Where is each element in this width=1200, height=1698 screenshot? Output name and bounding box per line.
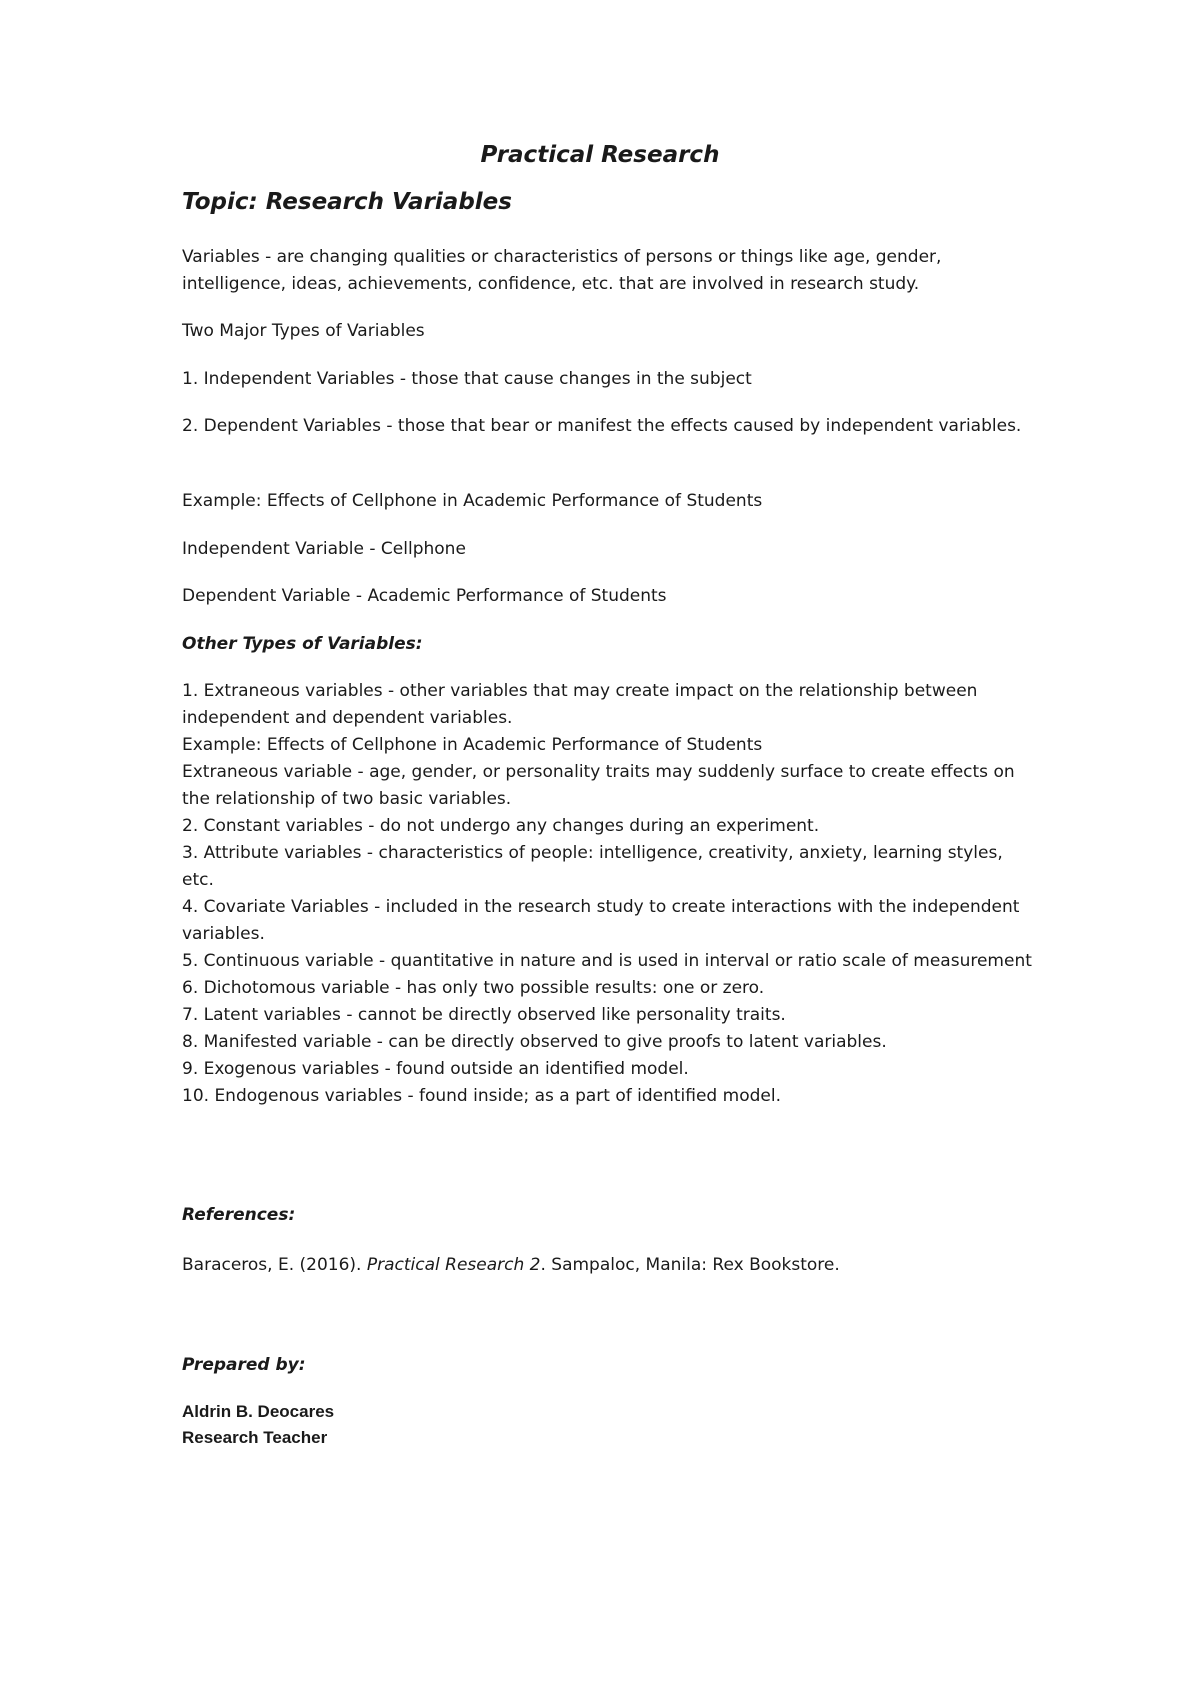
definition-paragraph: Variables - are changing qualities or characteristics of persons or things like age, gender, intelligence, ideas, achievements, confidence, etc. that are involved in research study. xyxy=(182,247,942,294)
reference-entry xyxy=(182,1252,1032,1279)
example-dependent: Dependent Variable - Academic Performance of Students xyxy=(182,586,667,606)
prepared-by-heading: Prepared by: xyxy=(182,1355,306,1375)
reference-publisher: . Sampaloc, Manila: Rex Bookstore. xyxy=(540,1255,840,1275)
major-type-independent: 1. Independent Variables - those that cause changes in the subject xyxy=(182,369,752,389)
topic-heading: Topic: Research Variables xyxy=(182,189,512,215)
preparer-name: Aldrin B. Deocares xyxy=(182,1402,335,1421)
preparer-role: Research Teacher xyxy=(182,1428,328,1447)
major-type-dependent: 2. Dependent Variables - those that bear or manifest the effects caused by independent variables. xyxy=(182,416,1022,436)
list-item: 3. Attribute variables - characteristics of people: intelligence, creativity, anxiety, learning styles, etc. xyxy=(182,843,1003,890)
list-item: 7. Latent variables - cannot be directly observed like personality traits. xyxy=(182,1005,786,1025)
major-types-heading: Two Major Types of Variables xyxy=(182,321,425,341)
document-title: Practical Research xyxy=(480,142,720,168)
example-title: Example: Effects of Cellphone in Academic Performance of Students xyxy=(182,491,763,511)
other-types-heading: Other Types of Variables: xyxy=(182,634,423,654)
list-item: 4. Covariate Variables - included in the research study to create interactions with the independent variables. xyxy=(182,897,1020,944)
example-independent: Independent Variable - Cellphone xyxy=(182,539,466,559)
list-item: Extraneous variable - age, gender, or personality traits may suddenly surface to create effects on the relationship of two basic variables. xyxy=(182,762,1015,809)
references-heading: References: xyxy=(182,1205,296,1225)
list-item: 10. Endogenous variables - found inside; as a part of identified model. xyxy=(182,1086,781,1106)
list-item: 9. Exogenous variables - found outside an identified model. xyxy=(182,1059,689,1079)
list-item: 6. Dichotomous variable - has only two possible results: one or zero. xyxy=(182,978,765,998)
list-item: 8. Manifested variable - can be directly observed to give proofs to latent variables. xyxy=(182,1032,887,1052)
list-item: 5. Continuous variable - quantitative in nature and is used in interval or ratio scale of measurement xyxy=(182,951,1032,971)
list-item: 1. Extraneous variables - other variables that may create impact on the relationship between independent and dependent variables. xyxy=(182,681,978,728)
reference-book-title: Practical Research 2 xyxy=(366,1255,541,1275)
list-item: 2. Constant variables - do not undergo any changes during an experiment. xyxy=(182,816,820,836)
other-types-list xyxy=(182,678,1032,1110)
list-item: Example: Effects of Cellphone in Academic Performance of Students xyxy=(182,735,763,755)
reference-author-year: Baraceros, E. (2016). xyxy=(182,1255,367,1275)
